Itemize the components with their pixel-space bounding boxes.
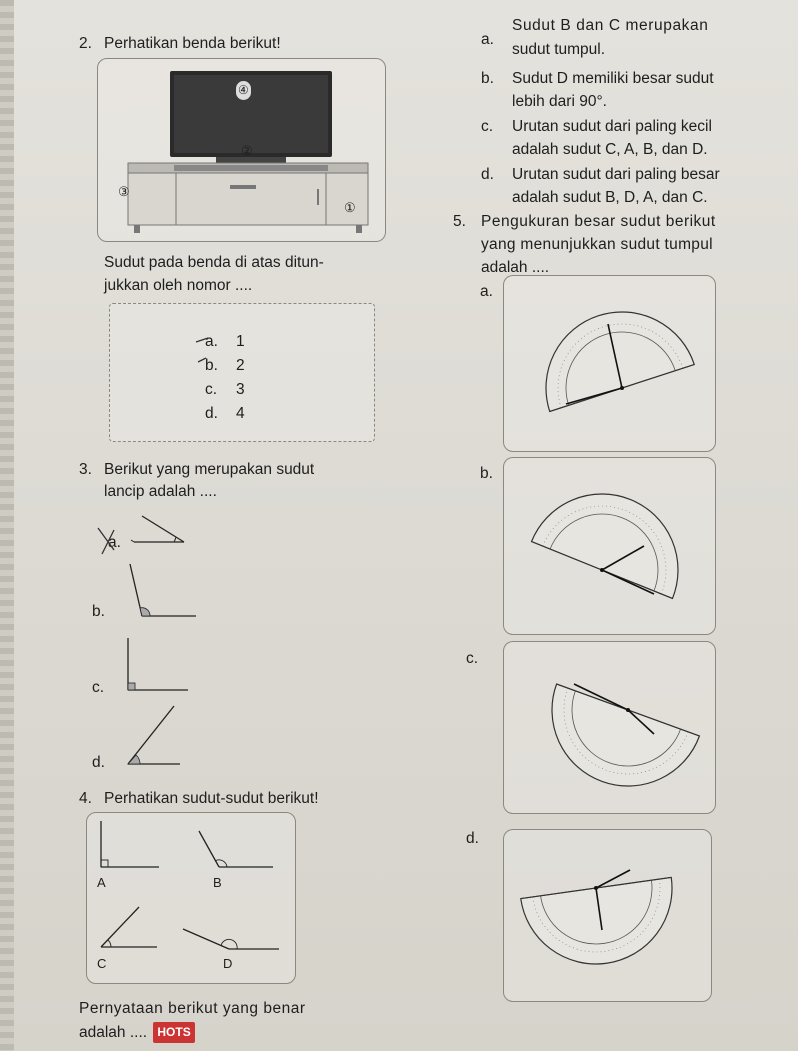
cabinet-top-panel <box>174 165 328 171</box>
hots-badge: HOTS <box>153 1022 194 1043</box>
q3-number: 3. <box>79 461 92 478</box>
q4-option-c-key[interactable]: c. <box>481 118 494 135</box>
q4-angles-drawing <box>87 813 295 983</box>
angle-label-c: C <box>97 956 107 971</box>
q3-option-b-key[interactable]: b. <box>92 603 105 620</box>
marker-4: ④ <box>236 81 251 100</box>
q4-option-b-line2: lebih dari 90°. <box>512 93 607 110</box>
q2-prompt: Perhatikan benda berikut! <box>104 35 281 52</box>
angle-label-d: D <box>223 956 233 971</box>
q4-option-c-line2: adalah sudut C, A, B, dan D. <box>512 141 708 158</box>
q5-option-c-box <box>503 641 716 814</box>
q5-protractor-b <box>504 458 715 634</box>
q2-option-c-key[interactable]: c. <box>205 381 218 398</box>
drawer-handle <box>230 185 256 189</box>
q3-option-a-key[interactable]: a. <box>108 534 121 551</box>
q5-prompt-line3: adalah .... <box>481 259 550 276</box>
q4-option-b-key[interactable]: b. <box>481 70 494 87</box>
q4-option-d-line2: adalah sudut B, D, A, dan C. <box>512 189 708 206</box>
q5-protractor-c <box>504 642 715 813</box>
q4-option-b-line1: Sudut D memiliki besar sudut <box>512 70 714 87</box>
q5-protractor-a <box>504 276 715 451</box>
marker-2: ② <box>241 143 253 158</box>
q5-option-d-key[interactable]: d. <box>466 830 479 847</box>
pencil-cross-mark <box>96 526 126 556</box>
angle-label-a: A <box>97 875 106 890</box>
q3-option-c-key[interactable]: c. <box>92 679 105 696</box>
marker-3: ③ <box>118 184 130 199</box>
q5-option-b-key[interactable]: b. <box>480 465 493 482</box>
q4-question-line2: adalah .... HOTS <box>79 1022 195 1043</box>
q5-prompt-line1: Pengukuran besar sudut berikut <box>481 213 716 230</box>
q2-option-c-text: 3 <box>236 381 245 398</box>
cabinet-body <box>128 173 368 225</box>
q2-option-d-key[interactable]: d. <box>205 405 218 422</box>
q2-option-d-text: 4 <box>236 405 245 422</box>
q4-option-a-key[interactable]: a. <box>481 31 494 48</box>
q5-option-c-key[interactable]: c. <box>466 650 479 667</box>
q4-option-a-line2: sudut tumpul. <box>512 41 606 58</box>
q5-option-a-key[interactable]: a. <box>480 283 493 300</box>
q2-option-b-key[interactable]: b. <box>205 357 218 374</box>
q4-prompt: Perhatikan sudut-sudut berikut! <box>104 790 319 807</box>
marker-1: ① <box>344 200 356 215</box>
q4-number: 4. <box>79 790 92 807</box>
q5-option-d-box <box>503 829 712 1002</box>
q4-option-d-line1: Urutan sudut dari paling besar <box>512 166 720 183</box>
cabinet-leg-right <box>356 225 362 233</box>
q2-option-a-text: 1 <box>236 333 245 350</box>
q5-protractor-d <box>504 830 711 1001</box>
q3-angle-d-acute <box>124 702 204 772</box>
page-edge <box>0 0 14 1051</box>
q3-angle-c-right <box>124 634 204 694</box>
q3-prompt-line2: lancip adalah .... <box>104 483 217 500</box>
angle-label-b: B <box>213 875 222 890</box>
pencil-tick-mark <box>194 336 224 366</box>
q3-angle-a-acute <box>128 512 208 552</box>
q2-caption-line1: Sudut pada benda di atas ditun- <box>104 254 324 271</box>
q4-option-d-key[interactable]: d. <box>481 166 494 183</box>
cabinet-leg-left <box>134 225 140 233</box>
q5-option-a-box <box>503 275 716 452</box>
q2-number: 2. <box>79 35 92 52</box>
q4-angles-box <box>86 812 296 984</box>
q5-number: 5. <box>453 213 466 230</box>
q2-caption-line2: jukkan oleh nomor .... <box>104 277 253 294</box>
q5-prompt-line2: yang menunjukkan sudut tumpul <box>481 236 713 253</box>
q3-prompt-line1: Berikut yang merupakan sudut <box>104 461 315 478</box>
q2-option-a-key[interactable]: a. <box>205 333 218 350</box>
q5-option-b-box <box>503 457 716 635</box>
q3-option-d-key[interactable]: d. <box>92 754 105 771</box>
q3-angle-b-obtuse <box>130 560 210 620</box>
q4-question-line1: Pernyataan berikut yang benar <box>79 1000 306 1017</box>
q4-option-a-line1: Sudut B dan C merupakan <box>512 17 709 34</box>
q4-option-c-line1: Urutan sudut dari paling kecil <box>512 118 712 135</box>
q2-option-b-text: 2 <box>236 357 245 374</box>
